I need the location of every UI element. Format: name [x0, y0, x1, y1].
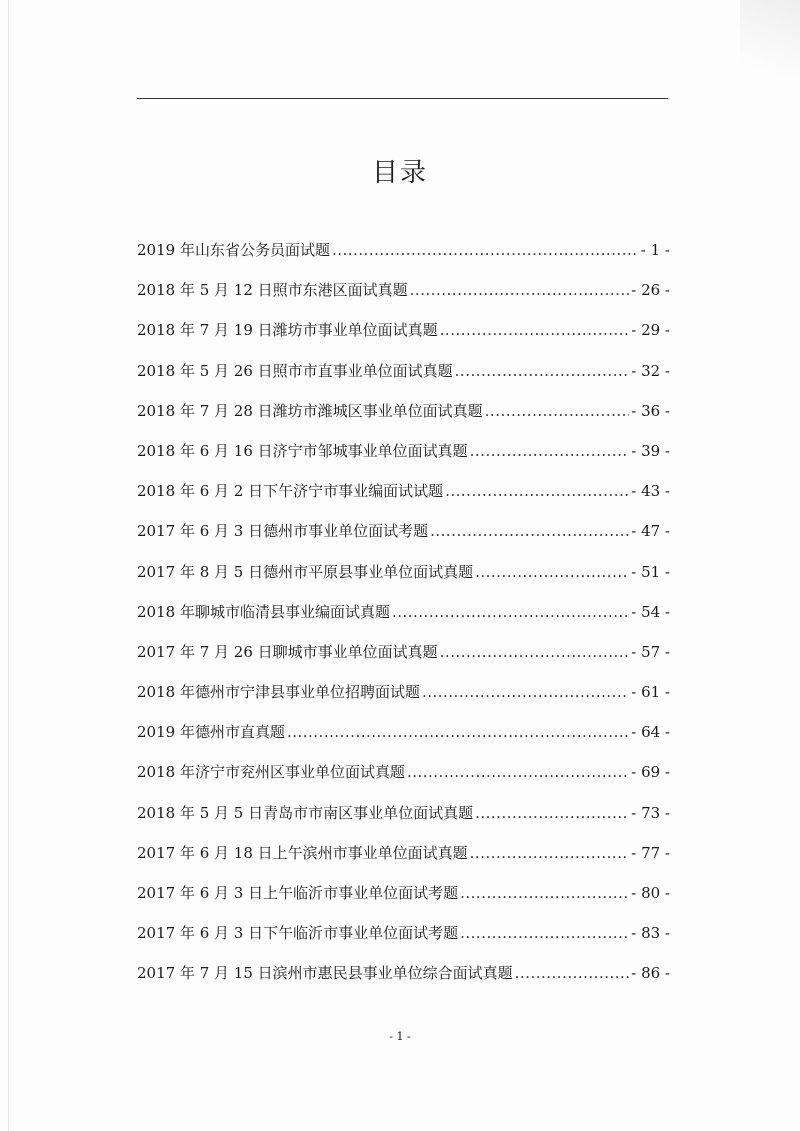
- toc-leader-dots: [392, 602, 629, 622]
- toc-entry[interactable]: [137, 682, 670, 722]
- toc-entry-title: 2017 年 7 月 15 日滨州市惠民县事业单位综合面试真题: [137, 964, 513, 983]
- toc-leader-dots: [440, 320, 630, 340]
- toc-entry-page: - 83 -: [631, 924, 670, 943]
- toc-entry-page: - 54 -: [631, 602, 670, 621]
- toc-entry-title: 2018 年聊城市临清县事业编面试真题: [137, 602, 390, 621]
- toc-entry-page: - 26 -: [631, 281, 670, 300]
- toc-entry[interactable]: [137, 562, 670, 602]
- toc-leader-dots: [430, 521, 629, 541]
- toc-leader-dots: [485, 401, 630, 421]
- toc-entry[interactable]: [137, 803, 670, 843]
- toc-entry[interactable]: [137, 963, 670, 1003]
- toc-entry-page: - 32 -: [631, 361, 670, 380]
- toc-entry-title: 2019 年山东省公务员面试题: [137, 241, 330, 259]
- header-rule: [137, 98, 668, 99]
- toc-entry[interactable]: [137, 923, 670, 963]
- toc-entry[interactable]: [137, 441, 670, 481]
- toc-leader-dots: [470, 843, 630, 863]
- toc-entry-page: - 51 -: [631, 562, 670, 581]
- toc-entry-page: - 73 -: [631, 803, 670, 822]
- toc-entry[interactable]: [137, 521, 670, 561]
- toc-entry-title: 2018 年济宁市兖州区事业单位面试真题: [137, 763, 405, 782]
- toc-entry-page: - 47 -: [631, 522, 670, 541]
- toc-entry-title: 2018 年德州市宁津县事业单位招聘面试题: [137, 683, 420, 702]
- toc-entry[interactable]: [137, 481, 670, 521]
- toc-entry[interactable]: [137, 642, 670, 682]
- toc-entry[interactable]: [137, 602, 670, 642]
- toc-entry-title: 2017 年 8 月 5 日德州市平原县事业单位面试真题: [137, 562, 474, 581]
- toc-leader-dots: [475, 803, 629, 823]
- toc-leader-dots: [455, 361, 630, 381]
- toc-leader-dots: [460, 883, 629, 903]
- toc-entry-title: 2017 年 6 月 3 日下午临沂市事业单位面试考题: [137, 924, 459, 943]
- toc-entry-page: - 29 -: [631, 321, 670, 340]
- toc-entry-page: - 57 -: [631, 642, 670, 661]
- toc-entry-page: - 64 -: [631, 723, 670, 742]
- toc-entry-page: - 39 -: [631, 441, 670, 460]
- table-of-contents: [137, 240, 670, 1004]
- toc-entry[interactable]: [137, 883, 670, 923]
- toc-entry-page: - 43 -: [631, 482, 670, 501]
- toc-leader-dots: [475, 562, 629, 582]
- toc-leader-dots: [287, 722, 629, 742]
- toc-entry-title: 2017 年 7 月 26 日聊城市事业单位面试真题: [137, 642, 438, 661]
- toc-entry-title: 2018 年 5 月 5 日青岛市市南区事业单位面试真题: [137, 803, 474, 822]
- toc-leader-dots: [460, 923, 629, 943]
- toc-entry[interactable]: [137, 280, 670, 320]
- toc-leader-dots: [515, 963, 630, 983]
- scan-corner-shadow: [740, 0, 800, 120]
- toc-entry-page: - 77 -: [631, 843, 670, 862]
- toc-entry[interactable]: [137, 320, 670, 360]
- toc-entry-title: 2017 年 6 月 3 日德州市事业单位面试考题: [137, 522, 429, 541]
- toc-entry[interactable]: [137, 401, 670, 441]
- toc-leader-dots: [410, 280, 630, 300]
- toc-leader-dots: [407, 762, 629, 782]
- toc-entry-title: 2018 年 5 月 26 日照市市直事业单位面试真题: [137, 361, 453, 380]
- toc-entry-title: 2018 年 7 月 19 日潍坊市事业单位面试真题: [137, 321, 438, 340]
- toc-entry[interactable]: [137, 240, 670, 280]
- toc-entry-page: - 1 -: [640, 241, 670, 259]
- toc-entry-title: 2018 年 6 月 16 日济宁市邹城事业单位面试真题: [137, 441, 468, 460]
- toc-entry-page: - 61 -: [631, 683, 670, 702]
- toc-entry-title: 2017 年 6 月 3 日上午临沂市事业单位面试考题: [137, 884, 459, 902]
- toc-entry-title: 2018 年 6 月 2 日下午济宁市事业编面试试题: [137, 482, 444, 501]
- toc-title: 目录: [371, 158, 428, 188]
- toc-entry-title: 2017 年 6 月 18 日上午滨州市事业单位面试真题: [137, 843, 468, 862]
- toc-leader-dots: [332, 240, 639, 260]
- toc-leader-dots: [422, 682, 629, 702]
- toc-leader-dots: [440, 642, 630, 662]
- toc-entry-page: - 36 -: [631, 401, 670, 420]
- toc-entry-title: 2019 年德州市直真题: [137, 723, 285, 742]
- toc-leader-dots: [470, 441, 630, 461]
- toc-entry-page: - 86 -: [631, 964, 670, 983]
- toc-entry-title: 2018 年 5 月 12 日照市东港区面试真题: [137, 281, 408, 300]
- toc-entry[interactable]: [137, 843, 670, 883]
- toc-entry[interactable]: [137, 762, 670, 802]
- toc-entry-page: - 80 -: [631, 884, 670, 902]
- page-number: - 1 -: [389, 1030, 411, 1043]
- toc-entry-page: - 69 -: [631, 763, 670, 782]
- toc-entry[interactable]: [137, 361, 670, 401]
- toc-entry-title: 2018 年 7 月 28 日潍坊市潍城区事业单位面试真题: [137, 401, 483, 420]
- toc-leader-dots: [445, 481, 629, 501]
- toc-entry[interactable]: [137, 722, 670, 762]
